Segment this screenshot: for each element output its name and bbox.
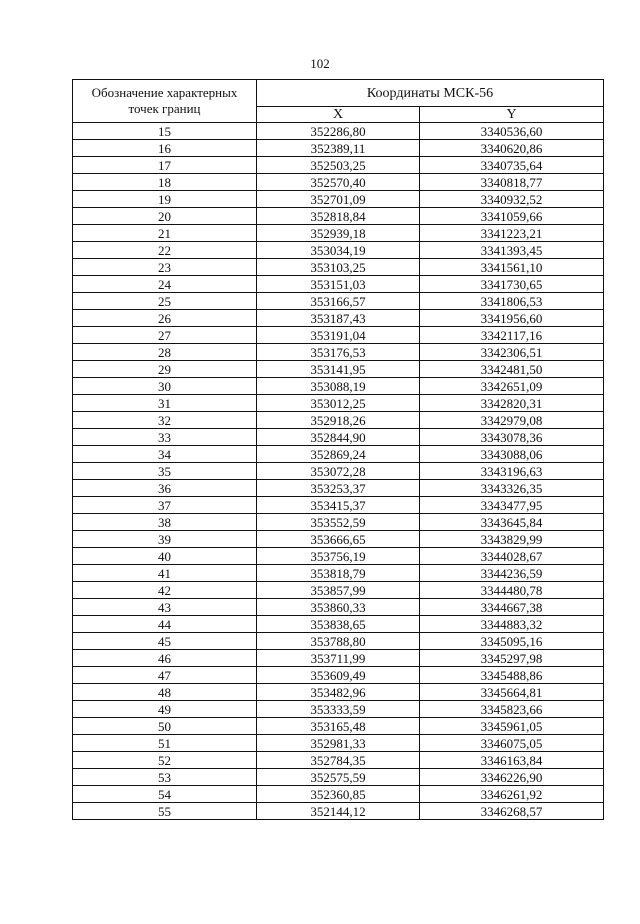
table-row — [73, 225, 604, 242]
x-coordinate-cell: 353165,48 — [257, 718, 420, 735]
table-row — [73, 344, 604, 361]
table-row — [73, 565, 604, 582]
table-row — [73, 259, 604, 276]
point-number-cell: 28 — [73, 344, 257, 361]
y-coordinate-cell: 3340536,60 — [420, 123, 604, 140]
x-coordinate-cell: 353072,28 — [257, 463, 420, 480]
y-coordinate-cell: 3342117,16 — [420, 327, 604, 344]
table-row — [73, 361, 604, 378]
point-number-cell: 44 — [73, 616, 257, 633]
table-row — [73, 548, 604, 565]
y-coordinate-cell: 3341059,66 — [420, 208, 604, 225]
table-row — [73, 735, 604, 752]
point-number-cell: 38 — [73, 514, 257, 531]
y-coordinate-cell: 3344883,32 — [420, 616, 604, 633]
point-number-cell: 33 — [73, 429, 257, 446]
table-row — [73, 633, 604, 650]
y-coordinate-cell: 3340932,52 — [420, 191, 604, 208]
x-coordinate-cell: 353756,19 — [257, 548, 420, 565]
table-row — [73, 157, 604, 174]
y-coordinate-cell: 3342481,50 — [420, 361, 604, 378]
point-number-cell: 42 — [73, 582, 257, 599]
point-number-cell: 27 — [73, 327, 257, 344]
y-coordinate-cell: 3341806,53 — [420, 293, 604, 310]
table-row — [73, 650, 604, 667]
point-number-cell: 48 — [73, 684, 257, 701]
x-coordinate-cell: 352869,24 — [257, 446, 420, 463]
table-row — [73, 429, 604, 446]
point-number-cell: 52 — [73, 752, 257, 769]
x-coordinate-cell: 353666,65 — [257, 531, 420, 548]
x-coordinate-cell: 353034,19 — [257, 242, 420, 259]
x-coordinate-cell: 353088,19 — [257, 378, 420, 395]
x-coordinate-cell: 352570,40 — [257, 174, 420, 191]
table-row — [73, 191, 604, 208]
x-coordinate-cell: 353012,25 — [257, 395, 420, 412]
point-number-cell: 54 — [73, 786, 257, 803]
point-number-cell: 20 — [73, 208, 257, 225]
header-y: Y — [420, 107, 604, 123]
point-number-cell: 29 — [73, 361, 257, 378]
table-row — [73, 718, 604, 735]
y-coordinate-cell: 3346268,57 — [420, 803, 604, 820]
point-number-cell: 46 — [73, 650, 257, 667]
x-coordinate-cell: 352981,33 — [257, 735, 420, 752]
table-row — [73, 310, 604, 327]
point-number-cell: 16 — [73, 140, 257, 157]
table-row — [73, 123, 604, 140]
x-coordinate-cell: 352918,26 — [257, 412, 420, 429]
x-coordinate-cell: 353857,99 — [257, 582, 420, 599]
table-row — [73, 599, 604, 616]
table-row — [73, 293, 604, 310]
x-coordinate-cell: 352389,11 — [257, 140, 420, 157]
table-header — [73, 80, 604, 123]
x-coordinate-cell: 353151,03 — [257, 276, 420, 293]
point-number-cell: 43 — [73, 599, 257, 616]
y-coordinate-cell: 3342979,08 — [420, 412, 604, 429]
y-coordinate-cell: 3345095,16 — [420, 633, 604, 650]
point-number-cell: 47 — [73, 667, 257, 684]
header-row-main — [73, 80, 604, 107]
y-coordinate-cell: 3345823,66 — [420, 701, 604, 718]
y-coordinate-cell: 3346075,05 — [420, 735, 604, 752]
y-coordinate-cell: 3343088,06 — [420, 446, 604, 463]
y-coordinate-cell: 3345488,86 — [420, 667, 604, 684]
x-coordinate-cell: 353191,04 — [257, 327, 420, 344]
x-coordinate-cell: 353818,79 — [257, 565, 420, 582]
point-number-cell: 51 — [73, 735, 257, 752]
y-coordinate-cell: 3345664,81 — [420, 684, 604, 701]
y-coordinate-cell: 3344480,78 — [420, 582, 604, 599]
y-coordinate-cell: 3345961,05 — [420, 718, 604, 735]
point-number-cell: 26 — [73, 310, 257, 327]
x-coordinate-cell: 353788,80 — [257, 633, 420, 650]
x-coordinate-cell: 352360,85 — [257, 786, 420, 803]
page-number: 102 — [310, 56, 330, 71]
x-coordinate-cell: 352286,80 — [257, 123, 420, 140]
point-number-cell: 45 — [73, 633, 257, 650]
y-coordinate-cell: 3345297,98 — [420, 650, 604, 667]
x-coordinate-cell: 353609,49 — [257, 667, 420, 684]
y-coordinate-cell: 3343196,63 — [420, 463, 604, 480]
coordinates-table — [72, 79, 604, 820]
table-row — [73, 242, 604, 259]
y-coordinate-cell: 3346226,90 — [420, 769, 604, 786]
point-number-cell: 24 — [73, 276, 257, 293]
y-coordinate-cell: 3346163,84 — [420, 752, 604, 769]
y-coordinate-cell: 3342306,51 — [420, 344, 604, 361]
table-row — [73, 174, 604, 191]
point-number-cell: 19 — [73, 191, 257, 208]
point-number-cell: 22 — [73, 242, 257, 259]
table-row — [73, 701, 604, 718]
x-coordinate-cell: 352784,35 — [257, 752, 420, 769]
point-number-cell: 30 — [73, 378, 257, 395]
y-coordinate-cell: 3342820,31 — [420, 395, 604, 412]
point-number-cell: 49 — [73, 701, 257, 718]
y-coordinate-cell: 3343326,35 — [420, 480, 604, 497]
table-row — [73, 582, 604, 599]
point-number-cell: 39 — [73, 531, 257, 548]
y-coordinate-cell: 3343078,36 — [420, 429, 604, 446]
y-coordinate-cell: 3344236,59 — [420, 565, 604, 582]
table-row — [73, 327, 604, 344]
point-number-cell: 25 — [73, 293, 257, 310]
table-row — [73, 616, 604, 633]
table-row — [73, 480, 604, 497]
x-coordinate-cell: 353552,59 — [257, 514, 420, 531]
x-coordinate-cell: 353103,25 — [257, 259, 420, 276]
x-coordinate-cell: 353166,57 — [257, 293, 420, 310]
point-number-cell: 15 — [73, 123, 257, 140]
x-coordinate-cell: 353860,33 — [257, 599, 420, 616]
point-number-cell: 41 — [73, 565, 257, 582]
x-coordinate-cell: 352503,25 — [257, 157, 420, 174]
table-row — [73, 276, 604, 293]
point-number-cell: 50 — [73, 718, 257, 735]
y-coordinate-cell: 3344667,38 — [420, 599, 604, 616]
point-number-cell: 37 — [73, 497, 257, 514]
point-number-cell: 23 — [73, 259, 257, 276]
x-coordinate-cell: 353176,53 — [257, 344, 420, 361]
header-coordinates: Координаты МСК-56 — [257, 80, 604, 107]
table-row — [73, 463, 604, 480]
table-row — [73, 497, 604, 514]
header-point-designation — [73, 80, 257, 123]
y-coordinate-cell: 3341730,65 — [420, 276, 604, 293]
x-coordinate-cell: 353711,99 — [257, 650, 420, 667]
y-coordinate-cell: 3341223,21 — [420, 225, 604, 242]
header-point-line2: точек границ — [128, 101, 201, 116]
header-point-line1: Обозначение характерных — [91, 85, 238, 100]
point-number-cell: 18 — [73, 174, 257, 191]
x-coordinate-cell: 353141,95 — [257, 361, 420, 378]
table-body — [73, 123, 604, 820]
table-row — [73, 769, 604, 786]
y-coordinate-cell: 3341561,10 — [420, 259, 604, 276]
y-coordinate-cell: 3346261,92 — [420, 786, 604, 803]
y-coordinate-cell: 3340620,86 — [420, 140, 604, 157]
table-row — [73, 684, 604, 701]
y-coordinate-cell: 3342651,09 — [420, 378, 604, 395]
x-coordinate-cell: 353482,96 — [257, 684, 420, 701]
point-number-cell: 35 — [73, 463, 257, 480]
x-coordinate-cell: 353253,37 — [257, 480, 420, 497]
y-coordinate-cell: 3344028,67 — [420, 548, 604, 565]
table-row — [73, 786, 604, 803]
table-row — [73, 667, 604, 684]
table-row — [73, 378, 604, 395]
x-coordinate-cell: 353187,43 — [257, 310, 420, 327]
y-coordinate-cell: 3341956,60 — [420, 310, 604, 327]
point-number-cell: 17 — [73, 157, 257, 174]
header-x: X — [257, 107, 420, 123]
point-number-cell: 21 — [73, 225, 257, 242]
point-number-cell: 53 — [73, 769, 257, 786]
table-row — [73, 803, 604, 820]
y-coordinate-cell: 3343477,95 — [420, 497, 604, 514]
table-row — [73, 412, 604, 429]
table-row — [73, 140, 604, 157]
x-coordinate-cell: 353333,59 — [257, 701, 420, 718]
table-row — [73, 514, 604, 531]
y-coordinate-cell: 3341393,45 — [420, 242, 604, 259]
point-number-cell: 36 — [73, 480, 257, 497]
y-coordinate-cell: 3343829,99 — [420, 531, 604, 548]
point-number-cell: 40 — [73, 548, 257, 565]
table-row — [73, 752, 604, 769]
table-row — [73, 208, 604, 225]
y-coordinate-cell: 3340818,77 — [420, 174, 604, 191]
point-number-cell: 34 — [73, 446, 257, 463]
point-number-cell: 55 — [73, 803, 257, 820]
x-coordinate-cell: 353415,37 — [257, 497, 420, 514]
x-coordinate-cell: 352818,84 — [257, 208, 420, 225]
x-coordinate-cell: 353838,65 — [257, 616, 420, 633]
y-coordinate-cell: 3340735,64 — [420, 157, 604, 174]
table-row — [73, 446, 604, 463]
x-coordinate-cell: 352844,90 — [257, 429, 420, 446]
table-row — [73, 395, 604, 412]
table-row — [73, 531, 604, 548]
point-number-cell: 32 — [73, 412, 257, 429]
point-number-cell: 31 — [73, 395, 257, 412]
x-coordinate-cell: 352939,18 — [257, 225, 420, 242]
x-coordinate-cell: 352575,59 — [257, 769, 420, 786]
x-coordinate-cell: 352701,09 — [257, 191, 420, 208]
x-coordinate-cell: 352144,12 — [257, 803, 420, 820]
y-coordinate-cell: 3343645,84 — [420, 514, 604, 531]
